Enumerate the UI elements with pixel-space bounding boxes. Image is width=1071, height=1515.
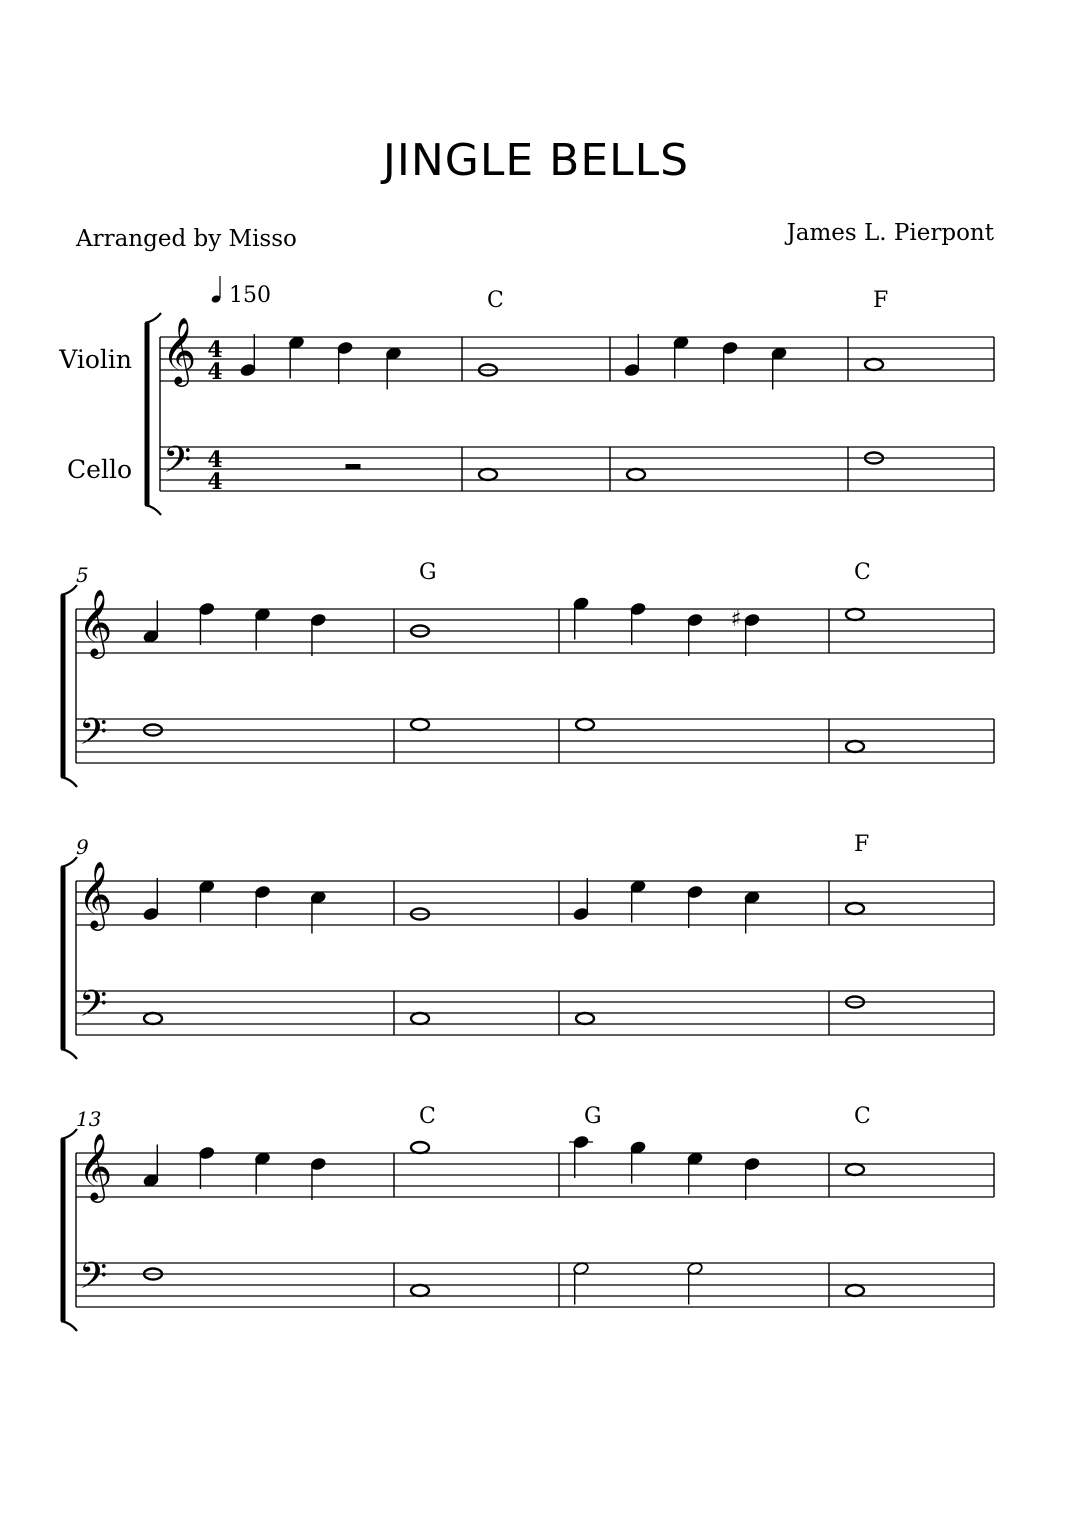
bracket-hook-top [145,313,161,323]
whole-note [865,359,883,370]
tempo-value: 150 [229,283,271,308]
time-signature-bottom: 4 [207,359,223,385]
whole-note [411,719,429,730]
bracket-hook-top [61,585,77,595]
measure [846,560,871,752]
piece-title: JINGLE BELLS [382,135,690,186]
measure [573,596,761,730]
system [61,832,994,1059]
bass-clef: 𝄢 [79,711,108,762]
chord-symbol: G [419,560,437,585]
whole-note [846,903,864,914]
chord-symbol: G [584,1104,602,1129]
bass-clef: 𝄢 [163,439,192,490]
whole-note [411,1285,429,1296]
measure-number: 5 [76,563,89,587]
treble-clef: 𝄞 [78,860,113,928]
whole-note [627,469,645,480]
whole-note [411,1013,429,1024]
chord-symbol: F [854,832,870,857]
treble-clef: 𝄞 [162,316,197,384]
score [58,276,994,1331]
bracket-hook-top [61,857,77,867]
measure [479,288,504,480]
measure [846,832,869,1008]
measure [846,1104,871,1296]
bracket-hook-top [61,1129,77,1139]
whole-note [846,1164,864,1175]
measure [240,334,402,469]
half-rest [346,464,361,469]
treble-clef: 𝄞 [78,588,113,656]
bass-clef: 𝄢 [79,1255,108,1306]
chord-symbol: C [419,1104,436,1129]
chord-symbol: C [854,560,871,585]
chord-symbol: C [854,1104,871,1129]
whole-note [846,1285,864,1296]
whole-note [846,741,864,752]
measure [411,1104,436,1296]
system [61,1104,994,1331]
whole-note [144,1013,162,1024]
time-signature-top: 4 [207,447,223,473]
whole-note [846,609,864,620]
time-signature-top: 4 [207,337,223,363]
whole-note [479,469,497,480]
bass-clef: 𝄢 [79,983,108,1034]
measure [143,1145,327,1280]
composer-credit: James L. Pierpont [786,220,994,246]
chord-symbol: C [487,288,504,313]
chord-symbol: F [873,288,889,313]
part-name-violin: Violin [59,345,132,374]
bracket-hook-bottom [145,505,161,515]
part-name-cello: Cello [67,455,132,484]
measure-number: 13 [76,1107,102,1131]
measure [865,288,888,464]
bracket-hook-bottom [61,777,77,787]
measure-number: 9 [76,835,89,859]
system [58,276,994,515]
bracket-hook-bottom [61,1321,77,1331]
measure [143,601,327,736]
treble-clef: 𝄞 [78,1132,113,1200]
whole-note [576,1013,594,1024]
sharp-accidental: ♯ [730,607,742,632]
time-signature-bottom: 4 [207,469,223,495]
arranger-credit: Arranged by Misso [76,226,297,252]
whole-note [411,1142,429,1153]
system [61,560,994,787]
measure [411,560,437,730]
measure [411,909,429,1025]
bracket-hook-bottom [61,1049,77,1059]
whole-note [576,719,594,730]
